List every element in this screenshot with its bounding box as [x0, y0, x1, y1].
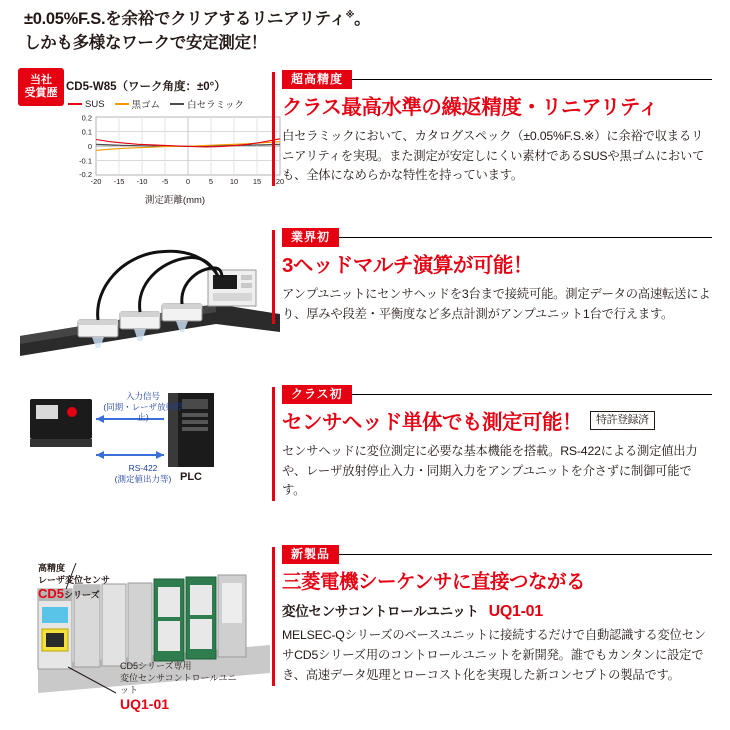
page-title [24, 8, 714, 55]
section-4-tagline [282, 545, 712, 564]
svg-text:10: 10 [229, 177, 239, 186]
section-2-content [282, 228, 712, 324]
multi-head-illustration [20, 228, 270, 368]
section-1-title: クラス最高水準の繰返精度・リニアリティ [282, 96, 659, 119]
input-signal-label: 入力信号 (同期・レーザ放射停止) [103, 391, 183, 423]
section-4-title: 三菱電機シーケンサに直接つながる [282, 571, 586, 593]
uq1-01-model: UQ1-01 [120, 696, 170, 713]
section-1-tagline [282, 70, 712, 89]
section-row-1 [0, 70, 730, 215]
plc-unit-illustration [20, 545, 270, 725]
plc-label: PLC [180, 471, 202, 483]
uq1-01-label: CD5シリーズ専用 変位センサコントロールユニット UQ1-01 [120, 661, 237, 713]
chart-legend [68, 97, 291, 111]
svg-text:-20: -20 [90, 177, 102, 186]
patent-badge: 特許登録済 [590, 411, 655, 430]
section-4-body: MELSEC-Qシリーズのベースユニットに接続するだけで自動認識する変位センサCD5シリーズ用のコントロールユニットを新開発。誰でもカンタンに設定でき、高速データ処理とローコスト化を実現した新コンセプトの製品です。 [282, 628, 706, 683]
chart-svg [66, 113, 284, 191]
svg-text:0: 0 [87, 142, 92, 151]
svg-text:15: 15 [252, 177, 262, 186]
section-1-tag: 超高精度 [282, 70, 352, 89]
cd5-model: CD5 [38, 586, 65, 602]
section-row-2 [0, 228, 730, 368]
section-4-model: UQ1-01 [488, 603, 543, 621]
section-2-tag: 業界初 [282, 228, 339, 247]
svg-text:-0.2: -0.2 [79, 170, 92, 179]
section-row-3 [0, 385, 730, 535]
svg-text:0: 0 [185, 177, 191, 186]
svg-text:-15: -15 [113, 177, 125, 186]
section-2-rule [339, 237, 712, 238]
svg-text:5: 5 [208, 177, 214, 186]
section-3-rule [352, 394, 712, 395]
section-4-content [282, 545, 712, 686]
section-row-4 [0, 545, 730, 725]
section-3-tagline [282, 385, 712, 404]
chart-title: CD5-W85（ワーク角度：±0°） [66, 81, 226, 93]
section-4-rule [339, 554, 712, 555]
svg-text:0.1: 0.1 [81, 127, 92, 137]
svg-text:-0.1: -0.1 [79, 156, 92, 166]
svg-text:-10: -10 [136, 177, 148, 186]
svg-text:0.2: 0.2 [81, 113, 92, 123]
chart-x-axis-label: 測定距離(mm) [144, 195, 206, 206]
section-4-tag: 新製品 [282, 545, 339, 564]
section-3-title: センサヘッド単体でも測定可能！ 特許登録済 [282, 411, 712, 436]
linearity-chart [66, 78, 291, 206]
legend-item-rubber: 黒ゴム [115, 97, 161, 111]
svg-text:-5: -5 [161, 177, 169, 186]
section-1-content [282, 70, 712, 186]
section-1-body: 白セラミックにおいて、カタログスペック（±0.05%F.S.※）に余裕で収まるリニアリティを実現。また測定が安定しにくい素材であるSUSや黒ゴムにおいても、全体になめらかな特性を持っています。 [282, 128, 705, 183]
section-4-subtitle: 変位センサコントロールユニット UQ1-01 [282, 603, 543, 621]
chart-plot-area [66, 113, 284, 191]
section-2-body: アンプユニットにセンサヘッドを3台まで接続可能。測定データの高速転送により、厚みや段差・平衡度など多点計測がアンプユニット1台で行えます。 [282, 286, 711, 321]
headline-line-2: しかも多様なワークで安定測定！ [24, 34, 268, 53]
cd5-head-label: 高精度 レーザ変位センサ CD5シリーズ [38, 563, 111, 602]
section-3-tag: クラス初 [282, 385, 352, 404]
legend-item-sus: SUS [68, 97, 105, 111]
award-badge-line-2: 受賞歴 [24, 87, 58, 99]
chart-visual [20, 70, 284, 215]
headline-line-1: ±0.05%F.S.を余裕でクリアするリニアリティ※。 [24, 9, 371, 28]
section-2-tagline [282, 228, 712, 247]
legend-item-ceramic: 白セラミック [170, 97, 244, 111]
section-1-rule [352, 79, 712, 80]
multi-head-svg [20, 228, 280, 368]
award-badge-line-1: 当社 [30, 74, 52, 87]
section-2-title: 3ヘッドマルチ演算が可能！ [282, 254, 533, 277]
section-3-body: センサヘッドに変位測定に必要な基本機能を搭載。RS-422による測定値出力や、レーザ放射停止入力・同期入力をアンプユニットを介さずに制御可能です。 [282, 443, 698, 498]
standalone-head-illustration [20, 385, 270, 535]
rs422-label: RS-422 (測定値出力等) [114, 463, 172, 484]
svg-text:20: 20 [275, 177, 284, 186]
section-3-content [282, 385, 712, 501]
